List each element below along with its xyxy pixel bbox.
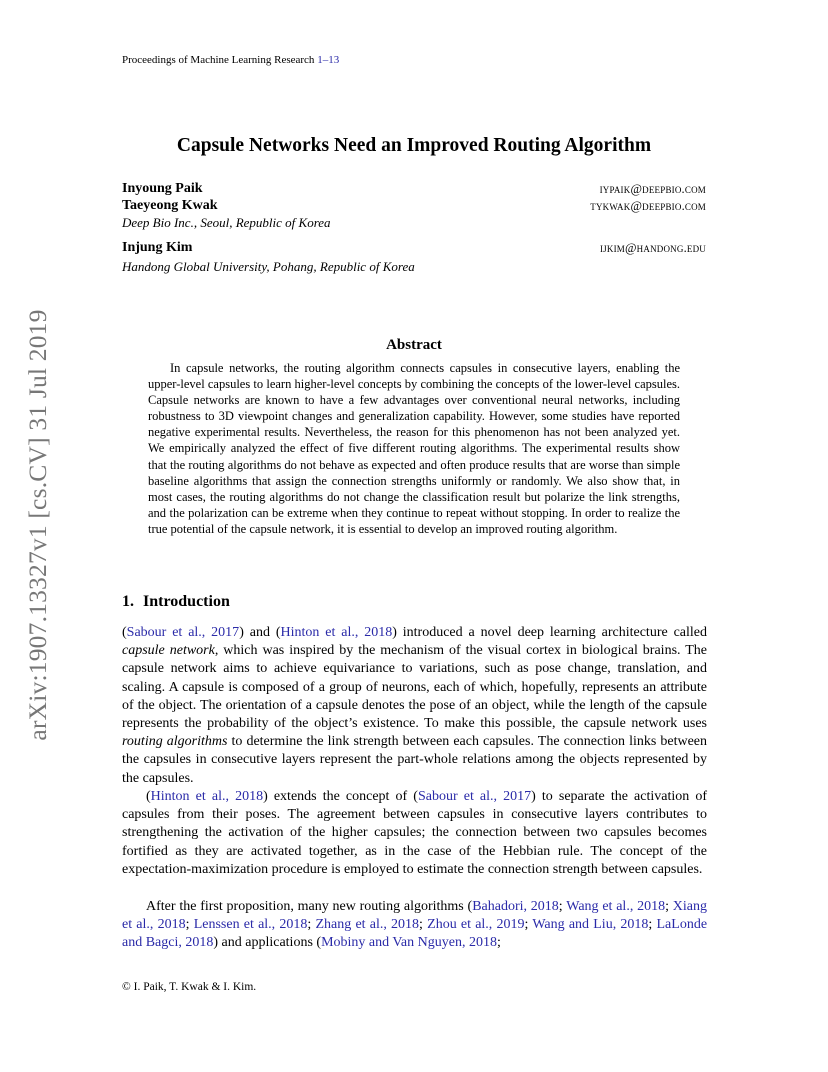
citation-link[interactable]: Hinton et al., 2018: [280, 625, 393, 640]
arxiv-stamp-text: arXiv:1907.13327v1 [cs.CV] 31 Jul 2019: [23, 309, 52, 741]
abstract-text: In capsule networks, the routing algorithm connects capsules in consecutive layers, enabling the upper-level capsules to learn higher-level concepts by combining the concepts of the lower-level capsules. Capsule networks are known to have a few advantages over conventional neural networks, including robustness to 3D viewpoint changes and generalization capability. However, some studies have reported negative experimental results. Nevertheless, the reason for this phenomenon has not been analyzed yet. We empirically analyzed the effect of five different routing algorithms. The experimental results show that the routing algorithms do not behave as expected and often produce results that are worse than simple baseline algorithms that assign the connection strengths uniformly or randomly. We also show that, in most cases, the routing algorithms do not change the classification result but polarize the link strengths, and the polarization can be extreme when they continue to repeat without stopping. In order to realize the true potential of the capsule network, it is essential to develop an improved routing algorithm.: [148, 361, 680, 536]
section-title: Introduction: [143, 593, 230, 610]
author-row-kwak: [122, 198, 706, 214]
journal-name: Proceedings of Machine Learning Research: [122, 54, 318, 66]
section-number: 1.: [122, 593, 134, 610]
citation-link[interactable]: Mobiny and Van Nguyen, 2018: [321, 935, 497, 951]
affiliation-deep-bio: Deep Bio Inc., Seoul, Republic of Korea: [122, 215, 331, 230]
author-email: iypaik@deepbio.com: [599, 182, 706, 196]
citation-link[interactable]: Sabour et al., 2017: [126, 625, 240, 640]
citation-link[interactable]: Bahadori, 2018: [472, 899, 559, 914]
copyright-footer: © I. Paik, T. Kwak & I. Kim.: [122, 981, 257, 993]
emphasis-term: routing algorithms: [122, 734, 228, 750]
citation-link[interactable]: Lenssen et al., 2018: [193, 917, 308, 933]
author-email: ijkim@handong.edu: [599, 241, 706, 255]
emphasis-term: capsule network: [122, 643, 215, 659]
journal-header: [122, 54, 339, 66]
citation-link[interactable]: Sabour et al., 2017: [417, 789, 532, 804]
intro-paragraph-2: (Hinton et al., 2018) extends the concept of (Sabour et al., 2017) to separate the activation of capsules from their poses. The agreement between capsules in consecutive layers contributes to strengthening the activation of the higher capsules; the connection between two capsules becomes fortified as they are activated together, as in the case of the Hebbian rule. The concept of the expectation-maximization procedure is employed to estimate the connection strength between capsules.: [122, 789, 708, 877]
section-heading-introduction: [122, 593, 230, 611]
citation-link[interactable]: Wang et al., 2018: [566, 899, 666, 914]
affiliation-handong: Handong Global University, Pohang, Republic of Korea: [122, 259, 415, 274]
arxiv-identifier-stamp: [18, 290, 58, 760]
abstract-heading: Abstract: [386, 337, 442, 353]
citation-link[interactable]: Zhang et al., 2018: [315, 917, 420, 933]
intro-paragraph-3: After the first proposition, many new routing algorithms (Bahadori, 2018; Wang et al., 2018; Xiang et al., 2018; Lenssen et al., 2018; Zhang et al., 2018; Zhou et al., 2019; Wang and Liu, 2018; LaLonde and Bagci, 2018) and applications (Mobiny and Van Nguyen, 2018;: [122, 899, 708, 951]
citation-link[interactable]: Wang and Liu, 2018: [532, 917, 649, 933]
author-email: tykwak@deepbio.com: [590, 199, 706, 213]
journal-pages-link[interactable]: 1–13: [317, 54, 340, 66]
citation-link[interactable]: Xiang et al., 2018: [122, 899, 708, 933]
author-row-kim: [122, 240, 706, 256]
intro-paragraph-1: (Sabour et al., 2017) and (Hinton et al., 2018) introduced a novel deep learning architecture called capsule network, which was inspired by the mechanism of the visual cortex in biological brains. The capsule network aims to achieve equivariance to variations, such as pose change, translation, and scaling. A capsule is composed of a group of neurons, each of which, hopefully, represents an attribute of the object. The orientation of a capsule denotes the pose of an object, while the length of the capsule represents the probability of the object’s existence. To make this possible, the capsule network uses routing algorithms to determine the link strength between each capsules. The connection links between the capsules in consecutive layers represent the part-whole relations among the objects represented by the capsules.: [122, 625, 707, 786]
author-name: Taeyeong Kwak: [122, 198, 218, 213]
citation-link[interactable]: LaLonde and Bagci, 2018: [122, 917, 708, 951]
author-name: Inyoung Paik: [122, 181, 203, 196]
author-row-paik: [122, 181, 706, 197]
paper-title: Capsule Networks Need an Improved Routing Algorithm: [176, 135, 652, 156]
citation-link[interactable]: Zhou et al., 2019: [427, 917, 525, 933]
author-name: Injung Kim: [122, 240, 193, 255]
citation-link[interactable]: Hinton et al., 2018: [150, 789, 264, 804]
